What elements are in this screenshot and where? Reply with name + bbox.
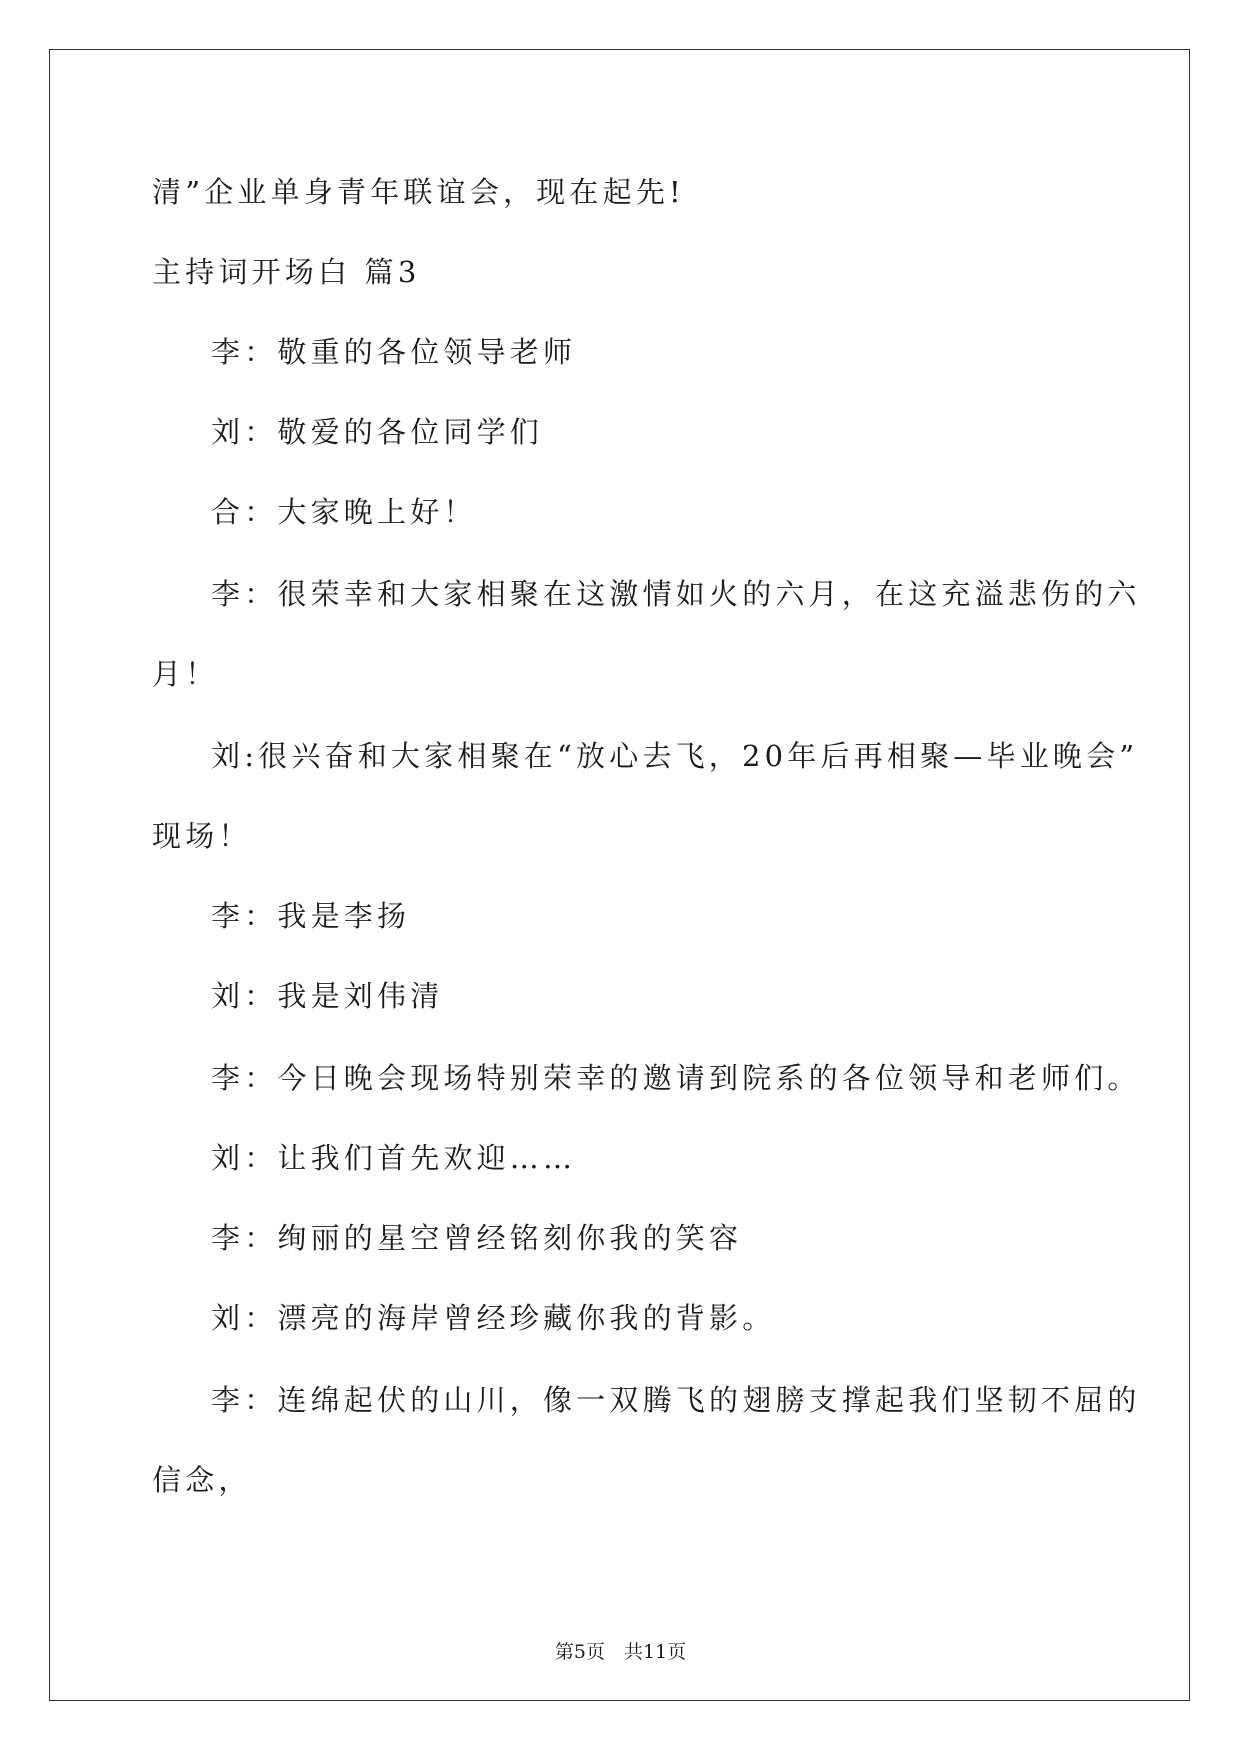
text-line: 李：今日晚会现场特别荣幸的邀请到院系的各位领导和老师们。 xyxy=(211,1061,1141,1095)
text-line: 刘：让我们首先欢迎…… xyxy=(211,1141,577,1175)
text-line: 刘：敬爱的各位同学们 xyxy=(211,415,544,449)
page-border xyxy=(49,49,1190,1701)
text-line: 刘：我是刘伟清 xyxy=(211,979,444,1013)
text-line: 现场！ xyxy=(152,819,252,853)
text-line: 清”企业单身青年联谊会，现在起先! xyxy=(152,175,685,209)
text-line: 李：敬重的各位领导老师 xyxy=(211,335,577,369)
text-line: 李：我是李扬 xyxy=(211,899,411,933)
text-line: 李：很荣幸和大家相聚在这激情如火的六月，在这充溢悲伤的六 xyxy=(211,577,1141,611)
text-line: 刘：漂亮的海岸曾经珍藏你我的背影。 xyxy=(211,1301,776,1335)
text-line: 合：大家晚上好！ xyxy=(211,495,477,529)
text-line: 信念， xyxy=(152,1463,252,1497)
text-line: 李：连绵起伏的山川，像一双腾飞的翅膀支撑起我们坚韧不屈的 xyxy=(211,1383,1141,1417)
page-number: 第5页 共11页 xyxy=(554,1641,687,1663)
text-line: 月！ xyxy=(152,657,219,691)
text-line: 刘:很兴奋和大家相聚在“放心去飞，20年后再相聚—毕业晚会” xyxy=(211,739,1139,773)
text-line: 李：绚丽的星空曾经铭刻你我的笑容 xyxy=(211,1221,743,1255)
section-heading: 主持词开场白 篇3 xyxy=(152,255,421,289)
